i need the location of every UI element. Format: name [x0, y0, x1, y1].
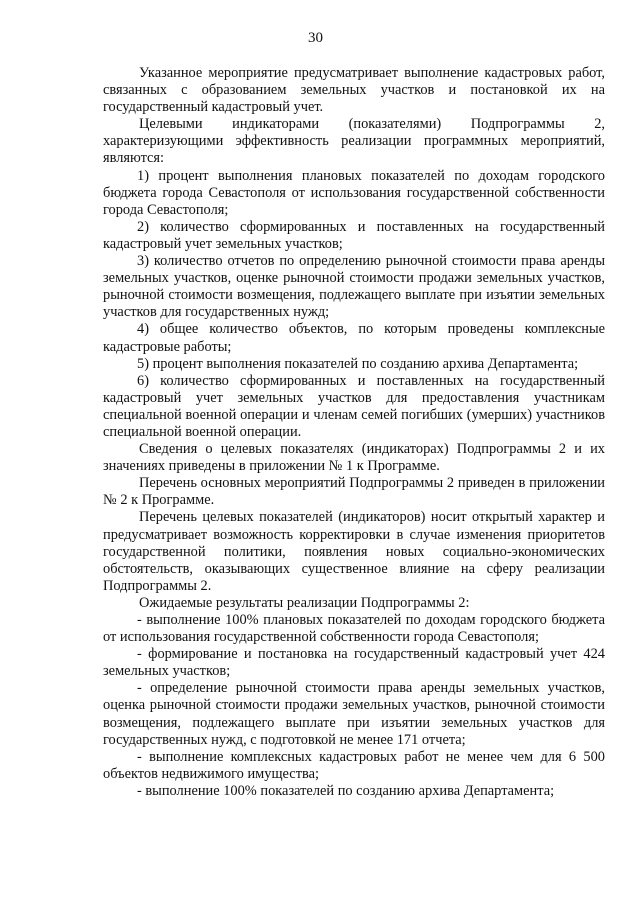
expected-result-item-1: - выполнение 100% плановых показателей по доходам городского бюджета от использования государственной собственности города Севастополя; [103, 612, 605, 646]
indicator-item-1: 1) процент выполнения плановых показателей по доходам городского бюджета города Севастополя от использования государственной собственности города Севастополя; [103, 167, 605, 218]
indicator-item-2: 2) количество сформированных и поставленных на государственный кадастровый учет земельных участков; [103, 218, 605, 252]
document-body [103, 65, 605, 800]
page-number: 30 [308, 30, 323, 46]
intro-paragraph: Указанное мероприятие предусматривает выполнение кадастровых работ, связанных с образованием земельных участков и постановкой их на государственный кадастровый учет. [103, 65, 605, 116]
indicators-intro-paragraph: Целевыми индикаторами (показателями) Подпрограммы 2, характеризующими эффективность реализации программных мероприятий, являются: [103, 116, 605, 167]
expected-result-item-5: - выполнение 100% показателей по созданию архива Департамента; [137, 782, 555, 799]
expected-results-heading: Ожидаемые результаты реализации Подпрограммы 2: [139, 594, 470, 611]
expected-result-item-2: - формирование и постановка на государственный кадастровый учет 424 земельных участков; [103, 646, 605, 680]
indicator-item-4: 4) общее количество объектов, по которым проведены комплексные кадастровые работы; [103, 321, 605, 355]
expected-result-item-4: - выполнение комплексных кадастровых работ не менее чем для 6 500 объектов недвижимого имущества; [103, 748, 605, 782]
open-list-paragraph: Перечень целевых показателей (индикаторов) носит открытый характер и предусматривает возможность корректировки в случае изменения приоритетов государственной политики, появления новых социально-экономических обстоятельств, оказывающих существенное влияние на сферу реализации Подпрограммы 2. [103, 509, 605, 594]
indicators-appendix-paragraph: Сведения о целевых показателях (индикаторах) Подпрограммы 2 и их значениях приведены в приложении № 1 к Программе. [103, 441, 605, 475]
indicator-item-5: 5) процент выполнения показателей по созданию архива Департамента; [137, 355, 579, 372]
indicator-item-6: 6) количество сформированных и поставленных на государственный кадастровый учет земельных участков для предоставления участникам специальной военной операции и членам семей погибших (умерших) участников специальной военной операции. [103, 372, 605, 440]
measures-appendix-paragraph: Перечень основных мероприятий Подпрограммы 2 приведен в приложении № 2 к Программе. [103, 475, 605, 509]
indicator-item-3: 3) количество отчетов по определению рыночной стоимости права аренды земельных участков, оценке рыночной стоимости продажи земельных участков, рыночной стоимости возмещения, подлежащего выплате при изъятии земельных участков для государственных нужд; [103, 253, 605, 321]
expected-result-item-3: - определение рыночной стоимости права аренды земельных участков, оценка рыночной стоимости продажи земельных участков, рыночной стоимости возмещения, подлежащего выплате при изъятии земельных участков для государственных нужд, с подготовкой не менее 171 отчета; [103, 680, 605, 748]
